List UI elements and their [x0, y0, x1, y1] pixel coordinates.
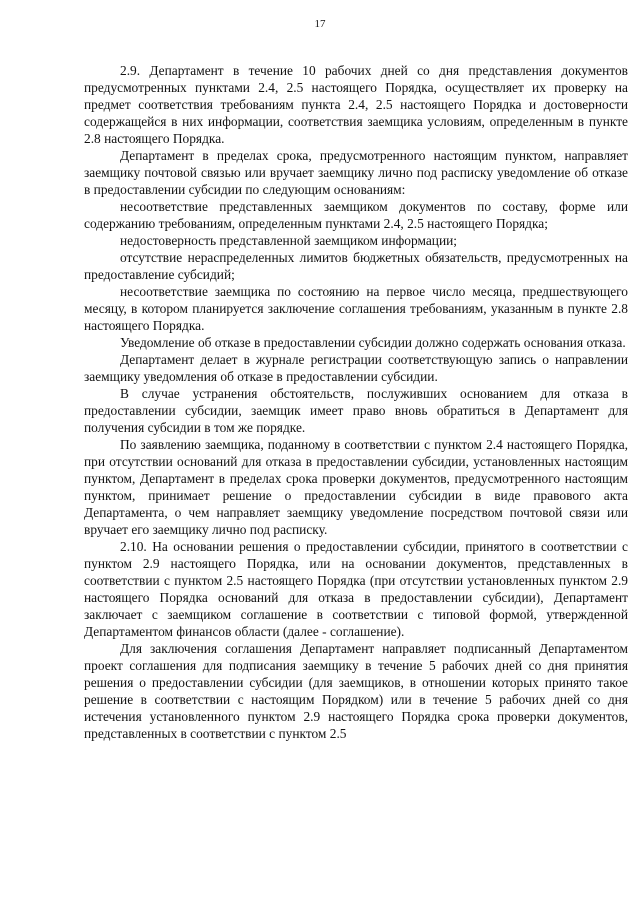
page-number: 17	[314, 18, 326, 30]
paragraph: В случае устранения обстоятельств, послуживших основанием для отказа в предоставлении субсидии, заемщик имеет право вновь обратиться в Департамент для получения субсидии в том же порядке.	[84, 386, 628, 435]
paragraph: отсутствие нераспределенных лимитов бюджетных обязательств, предусмотренных на предоставление субсидий;	[84, 250, 628, 282]
paragraph: 2.10. На основании решения о предоставлении субсидии, принятого в соответствии с пунктом 2.9 настоящего Порядка, или на основании документов, представленных в соответствии с пунктом 2.5 настоящего Порядка (при отсутствии установленных пунктом 2.9 настоящего Порядка оснований для отказа в предоставлении субсидии), Департамент заключает с заемщиком соглашение в соответствии с типовой формой, утвержденной Департаментом финансов области (далее - соглашение).	[84, 539, 628, 639]
paragraph: 2.9. Департамент в течение 10 рабочих дней со дня представления документов предусмотренных пунктами 2.4, 2.5 настоящего Порядка, осуществляет их проверку на предмет соответствия требованиям пункта 2.4, 2.5 настоящего Порядка и достоверности содержащейся в них информации, соответствия заемщика условиям, определенным в пункте 2.8 настоящего Порядка.	[84, 63, 628, 146]
paragraph: По заявлению заемщика, поданному в соответствии с пунктом 2.4 настоящего Порядка, при отсутствии оснований для отказа в предоставлении субсидии, установленных настоящим пунктом, Департамент в пределах срока проверки документов, предусмотренного настоящим пунктом, принимает решение о предоставлении субсидии в виде правового акта Департамента, о чем направляет заемщику уведомление посредством почтовой связи или вручает его заемщику лично под расписку.	[84, 437, 628, 537]
paragraph: Департамент в пределах срока, предусмотренного настоящим пунктом, направляет заемщику почтовой связью или вручает заемщику лично под расписку уведомление об отказе в предоставлении субсидии по следующим основаниям:	[84, 148, 628, 197]
paragraph: недостоверность представленной заемщиком информации;	[120, 233, 458, 248]
paragraph: Департамент делает в журнале регистрации соответствующую запись о направлении заемщику уведомления об отказе в предоставлении субсидии.	[84, 352, 628, 384]
paragraph: несоответствие представленных заемщиком документов по составу, форме или содержанию требованиям, определенным пунктами 2.4, 2.5 настоящего Порядка;	[84, 199, 628, 231]
document-body	[84, 62, 628, 742]
paragraph: Уведомление об отказе в предоставлении субсидии должно содержать основания отказа.	[120, 335, 626, 350]
paragraph: Для заключения соглашения Департамент направляет подписанный Департаментом проект соглашения для подписания заемщику в течение 5 рабочих дней со дня принятия решения о предоставлении субсидии (для заемщиков, в отношении которых принято такое решение в соответствии с настоящим Порядком) или в течение 5 рабочих дней со дня истечения установленного пунктом 2.9 настоящего Порядка срока проверки документов, представленных в соответствии с пунктом 2.5	[84, 641, 628, 741]
paragraph: несоответствие заемщика по состоянию на первое число месяца, предшествующего месяцу, в котором планируется заключение соглашения требованиям, указанным в пункте 2.8 настоящего Порядка.	[84, 284, 628, 333]
